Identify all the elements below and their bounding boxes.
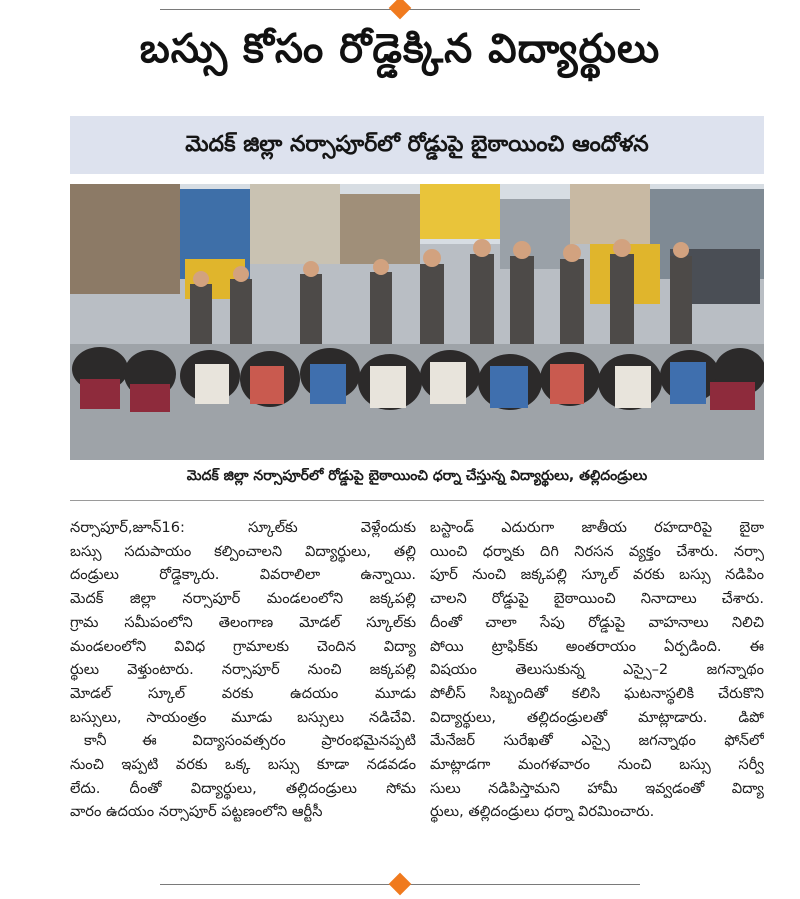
- article-text-line: విద్యార్థులు, తల్లిదండ్రులతో మాట్లాడారు. డిపో: [430, 708, 764, 726]
- caption-divider-line: [70, 500, 764, 501]
- article-text-line: నుంచి ఇప్పటి వరకు ఒక్క బస్సు కూడా నడవడం: [70, 756, 416, 774]
- article-text-line: చాలని రోడ్డుపై బైఠాయించి నినాదాలు చేశారు.: [430, 590, 764, 608]
- article-text-line: దీంతో చాలా సేపు రోడ్డుపై వాహనాలు నిలిచి: [430, 613, 764, 631]
- protest-photo: [70, 184, 764, 460]
- article-text-line: విషయం తెలుసుకున్న ఎస్సై–2 జగన్నాథం: [430, 661, 764, 679]
- article-text-line: బస్సులు, సాయంత్రం మూడు బస్సులు నడిచేవి.: [70, 708, 416, 726]
- article-body-left-column: [70, 516, 416, 824]
- protest-photo-illustration: [70, 184, 764, 460]
- top-diamond-ornament: [389, 0, 412, 19]
- article-text-line: మోడల్ స్కూల్ వరకు ఉదయం మూడు: [70, 684, 416, 702]
- article-text-line: ర్థులు, తల్లిదండ్రులు ధర్నా విరమించారు.: [430, 803, 655, 821]
- article-text-line: యించి ధర్నాకు దిగి నిరసన వ్యక్తం చేశారు. నర్సా: [430, 542, 764, 560]
- article-body-right-column: [430, 516, 764, 824]
- article-text-line: లేదు. దీంతో విద్యార్థులు, తల్లిదండ్రులు సోమ: [70, 779, 416, 797]
- bottom-diamond-ornament: [389, 873, 412, 896]
- article-text-line: కానీ ఈ విద్యాసంవత్సరం ప్రారంభమైనప్పటి: [84, 732, 416, 750]
- article-text-line: మాట్లాడగా మంగళవారం నుంచి బస్సు సర్వీ: [430, 756, 764, 774]
- article-text-line: పోయి ట్రాఫిక్‌కు అంతరాయం ఏర్పడింది. ఈ: [430, 637, 764, 655]
- article-subheadline: మెదక్ జిల్లా నర్సాపూర్‌లో రోడ్డుపై బైఠాయించి ఆందోళన: [70, 116, 764, 174]
- article-text-line: దండ్రులు రోడ్డెక్కారు. వివరాలిలా ఉన్నాయి.: [70, 566, 416, 584]
- article-text-line: వారం ఉదయం నర్సాపూర్ పట్టణంలోని ఆర్టీసీ: [70, 803, 323, 821]
- article-text-line: మేనేజర్ సురేఖతో ఎస్సై జగన్నాథం ఫోన్‌లో: [430, 732, 764, 750]
- article-text-line: మెదక్ జిల్లా నర్సాపూర్ మండలంలోని జక్కపల్లి: [70, 590, 416, 608]
- article-text-line: బస్టాండ్ ఎదురుగా జాతీయ రహదారిపై బైఠా: [430, 519, 764, 536]
- article-text-line: బస్సు సదుపాయం కల్పించాలని విద్యార్థులు, తల్లి: [70, 542, 416, 560]
- article-headline: బస్సు కోసం రోడ్డెక్కిన విద్యార్థులు: [139, 26, 661, 72]
- article-text-line: సులు నడిపిస్తామని హామీ ఇవ్వడంతో విద్యా: [430, 779, 764, 797]
- article-text-line: పూర్ నుంచి జక్కపల్లి స్కూల్ వరకు బస్సు నడిపిం: [430, 566, 764, 584]
- article-text-line: ర్థులు వెళ్తుంటారు. నర్సాపూర్ నుంచి జక్కపల్లి: [70, 661, 416, 679]
- article-text-line: పోలీస్ సిబ్బందితో కలిసి ఘటనాస్థలికి చేరుకొని: [430, 684, 764, 702]
- photo-caption: మెదక్ జిల్లా నర్సాపూర్‌లో రోడ్డుపై బైఠాయించి ధర్నా చేస్తున్న విద్యార్థులు, తల్లిదండ్రులు: [186, 468, 648, 484]
- article-text-line: నర్సాపూర్,జూన్16: స్కూల్‌కు వెళ్లేందుకు: [70, 519, 416, 536]
- article-text-line: మండలంలోని వివిధ గ్రామాలకు చెందిన విద్యా: [70, 637, 416, 655]
- article-text-line: గ్రామ సమీపంలోని తెలంగాణ మోడల్ స్కూల్‌కు: [70, 613, 416, 631]
